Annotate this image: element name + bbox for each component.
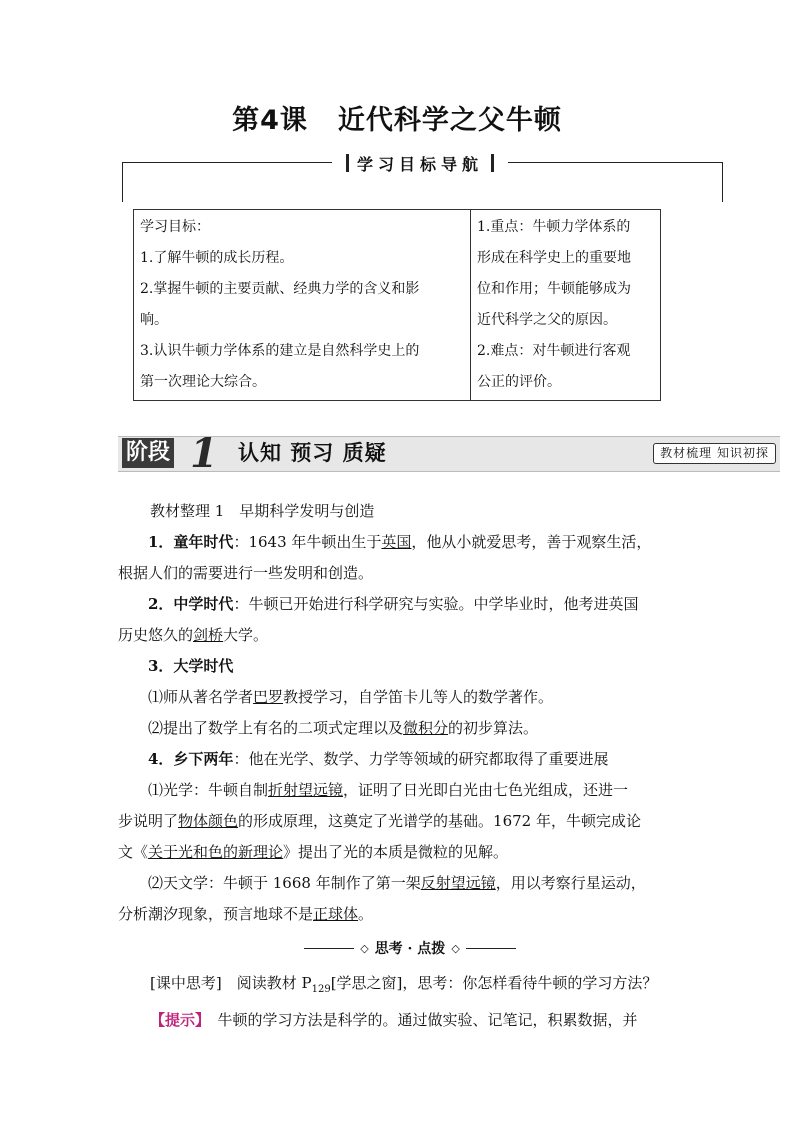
para-childhood (118, 527, 678, 558)
section-rule-right (722, 162, 723, 202)
text: 大学。 (223, 626, 269, 644)
blank-answer: 折射望远镜 (268, 781, 344, 799)
para-childhood-cont: 根据人们的需要进行一些发明和创造。 (118, 564, 374, 582)
stage-number: 1 (190, 430, 218, 477)
focus-line: 位和作用；牛顿能够成为 (477, 281, 631, 297)
goal-line: 第一次理论大综合。 (140, 374, 266, 390)
page-title (0, 98, 794, 137)
para-label: 2．中学时代 (148, 595, 234, 613)
goals-left-cell (134, 210, 471, 401)
section-header (332, 150, 508, 176)
text: 的初步算法。 (448, 719, 539, 737)
lesson-number: 第4课 (232, 105, 308, 136)
stage-title: 认知 预习 质疑 (238, 441, 387, 465)
para-label: 1．童年时代 (148, 533, 234, 551)
text: ，用以考察行星运动， (495, 874, 646, 892)
para-astronomy (118, 868, 678, 899)
blank-answer: 关于光和色的新理论 (148, 843, 284, 861)
content-body (118, 496, 678, 930)
goals-table (133, 209, 661, 401)
text: 分析潮汐现象，预言地球不是 (118, 905, 314, 923)
para-optics-cont2 (118, 837, 678, 868)
question-line (150, 968, 720, 1005)
text: ，证明了日光即白光由七色光组成，还进一 (343, 781, 629, 799)
think-divider (300, 937, 520, 959)
goal-line: 2.掌握牛顿的主要贡献、经典力学的含义和影 (140, 281, 420, 297)
text: 步说明了 (118, 812, 179, 830)
stage-banner (118, 430, 780, 477)
section-rule-left (122, 162, 123, 202)
text: 》提出了光的本质是微粒的见解。 (283, 843, 509, 861)
para-university-2 (118, 713, 678, 744)
goal-line: 学习目标： (140, 219, 210, 235)
focus-line: 公正的评价。 (477, 374, 561, 390)
section-header-text: 学习目标导航 (356, 154, 483, 174)
text: ：牛顿已开始进行科学研究与实验。中学毕业时，他考进英国 (233, 595, 639, 613)
lesson-name: 近代科学之父牛顿 (337, 105, 562, 136)
stage-tag: 教材梳理 知识初探 (653, 443, 776, 464)
text: 。 (358, 905, 374, 923)
para-optics-cont (118, 806, 678, 837)
diamond-icon: ◇ (360, 941, 369, 955)
goals-right-cell (471, 210, 661, 401)
focus-line: 形成在科学史上的重要地 (477, 250, 631, 266)
goal-line: 响。 (140, 312, 168, 328)
text: ：他在光学、数学、力学等领域的研究都取得了重要进展 (233, 750, 609, 768)
think-label: 思考 · 点拨 (374, 941, 446, 957)
goal-line: 3.认识牛顿力学体系的建立是自然科学史上的 (140, 343, 420, 359)
text: ⑵提出了数学上有名的二项式定理以及 (148, 719, 404, 737)
bar-right-icon (491, 154, 494, 172)
question-tag: [课中思考] (150, 974, 222, 992)
stage-label: 阶段 (122, 438, 174, 468)
text: ，他从小就爱思考，善于观察生活， (411, 533, 652, 551)
blank-answer: 巴罗 (253, 688, 284, 706)
para-university-1 (118, 682, 678, 713)
text: [学思之窗]，思考：你怎样看待牛顿的学习方法？ (330, 974, 658, 992)
para-middle-school (118, 589, 678, 620)
text: 的形成原理，这奠定了光谱学的基础。1672 年，牛顿完成论 (238, 812, 641, 830)
blank-answer: 英国 (381, 533, 412, 551)
para-optics (118, 775, 678, 806)
blank-answer: 剑桥 (193, 626, 224, 644)
diamond-icon: ◇ (451, 941, 460, 955)
focus-line: 1.重点：牛顿力学体系的 (477, 219, 631, 235)
focus-line: 2.难点：对牛顿进行客观 (477, 343, 631, 359)
text: ⑴光学：牛顿自制 (148, 781, 269, 799)
focus-line: 近代科学之父的原因。 (477, 312, 617, 328)
blank-answer: 反射望远镜 (420, 874, 496, 892)
text: 文《 (118, 843, 149, 861)
text: 教授学习，自学笛卡儿等人的数学著作。 (283, 688, 554, 706)
para-label: 4．乡下两年 (148, 750, 234, 768)
hint-label: 【提示】 (150, 1011, 203, 1029)
blank-answer: 正球体 (313, 905, 359, 923)
content-heading: 教材整理 1 早期科学发明与创造 (150, 502, 375, 520)
text: ⑴师从著名学者 (148, 688, 254, 706)
para-university: 3．大学时代 (148, 657, 234, 675)
hint-text: 牛顿的学习方法是科学的。通过做实验、记笔记，积累数据，并 (202, 1011, 638, 1029)
goal-line: 1.了解牛顿的成长历程。 (140, 250, 294, 266)
text: 阅读教材 P (221, 974, 312, 992)
blank-answer: 微积分 (403, 719, 449, 737)
text: 历史悠久的 (118, 626, 194, 644)
text: ：1643 年牛顿出生于 (233, 533, 382, 551)
bar-left-icon (346, 154, 349, 172)
page-subscript: 129 (311, 984, 331, 995)
blank-answer: 物体颜色 (178, 812, 239, 830)
divider-line (466, 948, 516, 949)
para-middle-school-cont (118, 620, 678, 651)
text: ⑵天文学：牛顿于 1668 年制作了第一架 (148, 874, 421, 892)
para-astronomy-cont (118, 899, 678, 930)
para-countryside (118, 744, 678, 775)
divider-line (304, 948, 354, 949)
hint-line (150, 1005, 720, 1036)
question-block (150, 968, 720, 1036)
